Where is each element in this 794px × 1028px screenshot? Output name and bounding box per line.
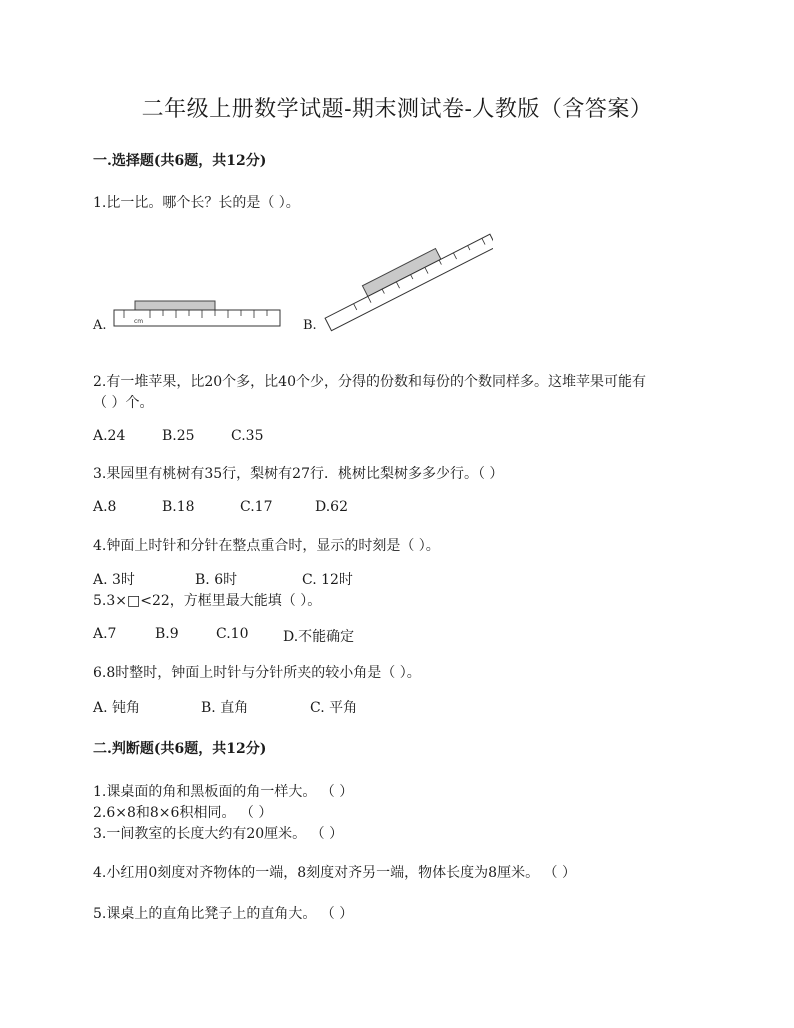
question-5-option-d: D.不能确定 — [283, 629, 355, 645]
question-2-option-c: C.35 — [231, 428, 264, 444]
question-6-text: 6.8时整时，钟面上时针与分针所夹的较小角是（ ）。 — [93, 665, 421, 681]
page-title: 二年级上册数学试题-期末测试卷-人教版（含答案） — [141, 97, 653, 122]
judgment-item-1: 1.课桌面的角和黑板面的角一样大。 （ ） — [93, 784, 354, 800]
question-6-option-a: A. 钝角 — [93, 700, 141, 716]
question-6-option-c: C. 平角 — [310, 700, 358, 716]
question-5-option-b: B.9 — [155, 626, 179, 642]
question-5-option-a: A.7 — [93, 626, 117, 642]
question-4-option-a: A. 3时 — [93, 572, 135, 588]
judgment-item-3: 3.一间教室的长度大约有20厘米。 （ ） — [93, 826, 344, 842]
question-2-option-b: B.25 — [162, 428, 195, 444]
question-2-line-1: 2.有一堆苹果，比20个多，比40个少，分得的份数和每份的个数同样多。这堆苹果可能有 — [93, 374, 646, 390]
option-a-label: A. — [93, 318, 107, 333]
option-b-label: B. — [303, 318, 317, 333]
question-2-line-2: （ ）个。 — [93, 395, 154, 411]
question-3-option-b: B.18 — [162, 499, 195, 515]
question-4-option-c: C. 12时 — [302, 572, 353, 588]
ruler-figure-a — [110, 296, 285, 332]
question-3-text: 3.果园里有桃树有35行，梨树有27行．桃树比梨树多多少行。（ ） — [93, 466, 504, 482]
ruler-b — [325, 234, 493, 330]
question-4-text: 4.钟面上时针和分针在整点重合时，显示的时刻是（ ）。 — [93, 538, 440, 554]
question-3-option-c: C.17 — [240, 499, 273, 515]
ruler-figure-b — [318, 228, 493, 333]
judgment-item-4: 4.小红用0刻度对齐物体的一端，8刻度对齐另一端，物体长度为8厘米。 （ ） — [93, 865, 576, 881]
question-5-text: 5.3×□<22，方框里最大能填（ ）。 — [93, 593, 322, 609]
section-heading-choice: 一.选择题(共6题，共12分) — [93, 153, 267, 169]
question-1-text: 1.比一比。哪个长？长的是（ ）。 — [93, 195, 300, 211]
question-5-option-c: C.10 — [216, 626, 249, 642]
ruler-a-unit: cm — [134, 318, 144, 325]
question-2-option-a: A.24 — [93, 428, 126, 444]
judgment-item-5: 5.课桌上的直角比凳子上的直角大。 （ ） — [93, 906, 354, 922]
judgment-item-2: 2.6×8和8×6积相同。 （ ） — [93, 805, 273, 821]
question-4-option-b: B. 6时 — [195, 572, 238, 588]
section-heading-judgment: 二.判断题(共6题，共12分) — [93, 741, 267, 757]
question-6-option-b: B. 直角 — [201, 700, 249, 716]
question-3-option-a: A.8 — [93, 499, 117, 515]
question-3-option-d: D.62 — [315, 499, 348, 515]
